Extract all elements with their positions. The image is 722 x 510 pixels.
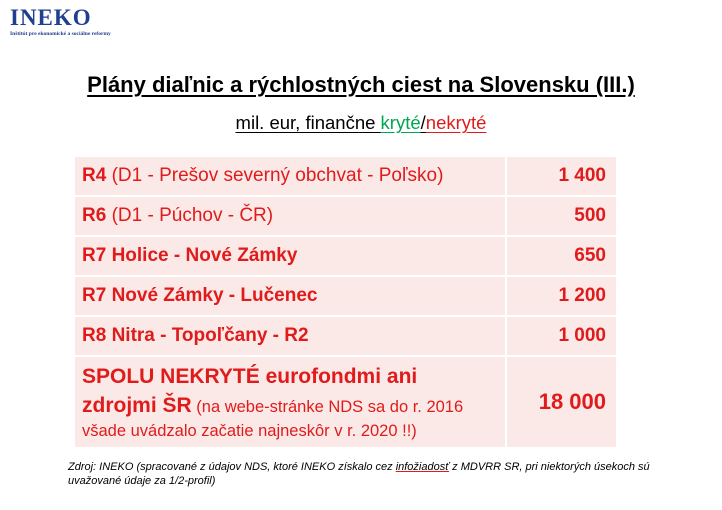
- total-row: [74, 356, 617, 448]
- page-title-text: Plány diaľnic a rýchlostných ciest na Slovensku (III.): [87, 72, 635, 97]
- row-code: R7 Holice - Nové Zámky: [82, 245, 298, 266]
- logo-name: INEKO: [10, 5, 92, 30]
- subtitle-prefix: mil. eur, finančne: [235, 112, 381, 133]
- total-value: 18 000: [506, 356, 617, 448]
- row-label: [74, 196, 506, 236]
- row-code: R7 Nové Zámky - Lučenec: [82, 285, 318, 306]
- row-desc: (D1 - Prešov severný obchvat - Poľsko): [106, 165, 444, 186]
- total-label: [74, 356, 506, 448]
- source-note: [68, 460, 688, 488]
- total-line1: SPOLU NEKRYTÉ eurofondmi ani: [82, 365, 418, 388]
- table-row: [74, 316, 617, 356]
- source-link: infožiadosť: [395, 461, 450, 473]
- total-note1: (na webe-stránke NDS sa do r. 2016: [191, 398, 464, 416]
- row-code: R8 Nitra - Topoľčany - R2: [82, 325, 309, 346]
- logo-subtitle: Inštitút pre ekonomické a sociálne reformy: [10, 31, 111, 37]
- subtitle-text: [236, 112, 487, 133]
- highway-plans-table: [73, 155, 618, 449]
- source-part2: z MDVRR SR, pri niektorých úsekoch sú uvažované údaje za 1/2-profil): [68, 461, 650, 487]
- row-desc: (D1 - Púchov - ČR): [106, 205, 274, 226]
- total-line2-wrap: [82, 391, 498, 420]
- total-line2: zdrojmi ŠR: [82, 394, 192, 417]
- table-row: [74, 236, 617, 276]
- page-subtitle: [0, 112, 722, 134]
- row-label: [74, 316, 506, 356]
- row-code: R4: [82, 165, 107, 186]
- subtitle-covered: kryté: [380, 112, 421, 133]
- subtitle-uncovered: nekryté: [425, 112, 487, 133]
- row-value: 1 200: [506, 276, 617, 316]
- total-note2: všade uvádzalo začatie najneskôr v r. 2020 !!): [82, 422, 417, 440]
- row-value: 1 000: [506, 316, 617, 356]
- subtitle-separator: /: [420, 112, 426, 133]
- row-code: R6: [82, 205, 107, 226]
- row-value: 500: [506, 196, 617, 236]
- table-row: [74, 196, 617, 236]
- row-label: [74, 276, 506, 316]
- table-row: [74, 156, 617, 196]
- source-part1: Zdroj: INEKO (spracované z údajov NDS, ktoré INEKO získalo cez: [68, 461, 396, 473]
- page-title: [0, 72, 722, 98]
- table-row: [74, 276, 617, 316]
- row-label: [74, 156, 506, 196]
- row-label: [74, 236, 506, 276]
- row-value: 1 400: [506, 156, 617, 196]
- row-value: 650: [506, 236, 617, 276]
- ineko-logo: [10, 6, 111, 37]
